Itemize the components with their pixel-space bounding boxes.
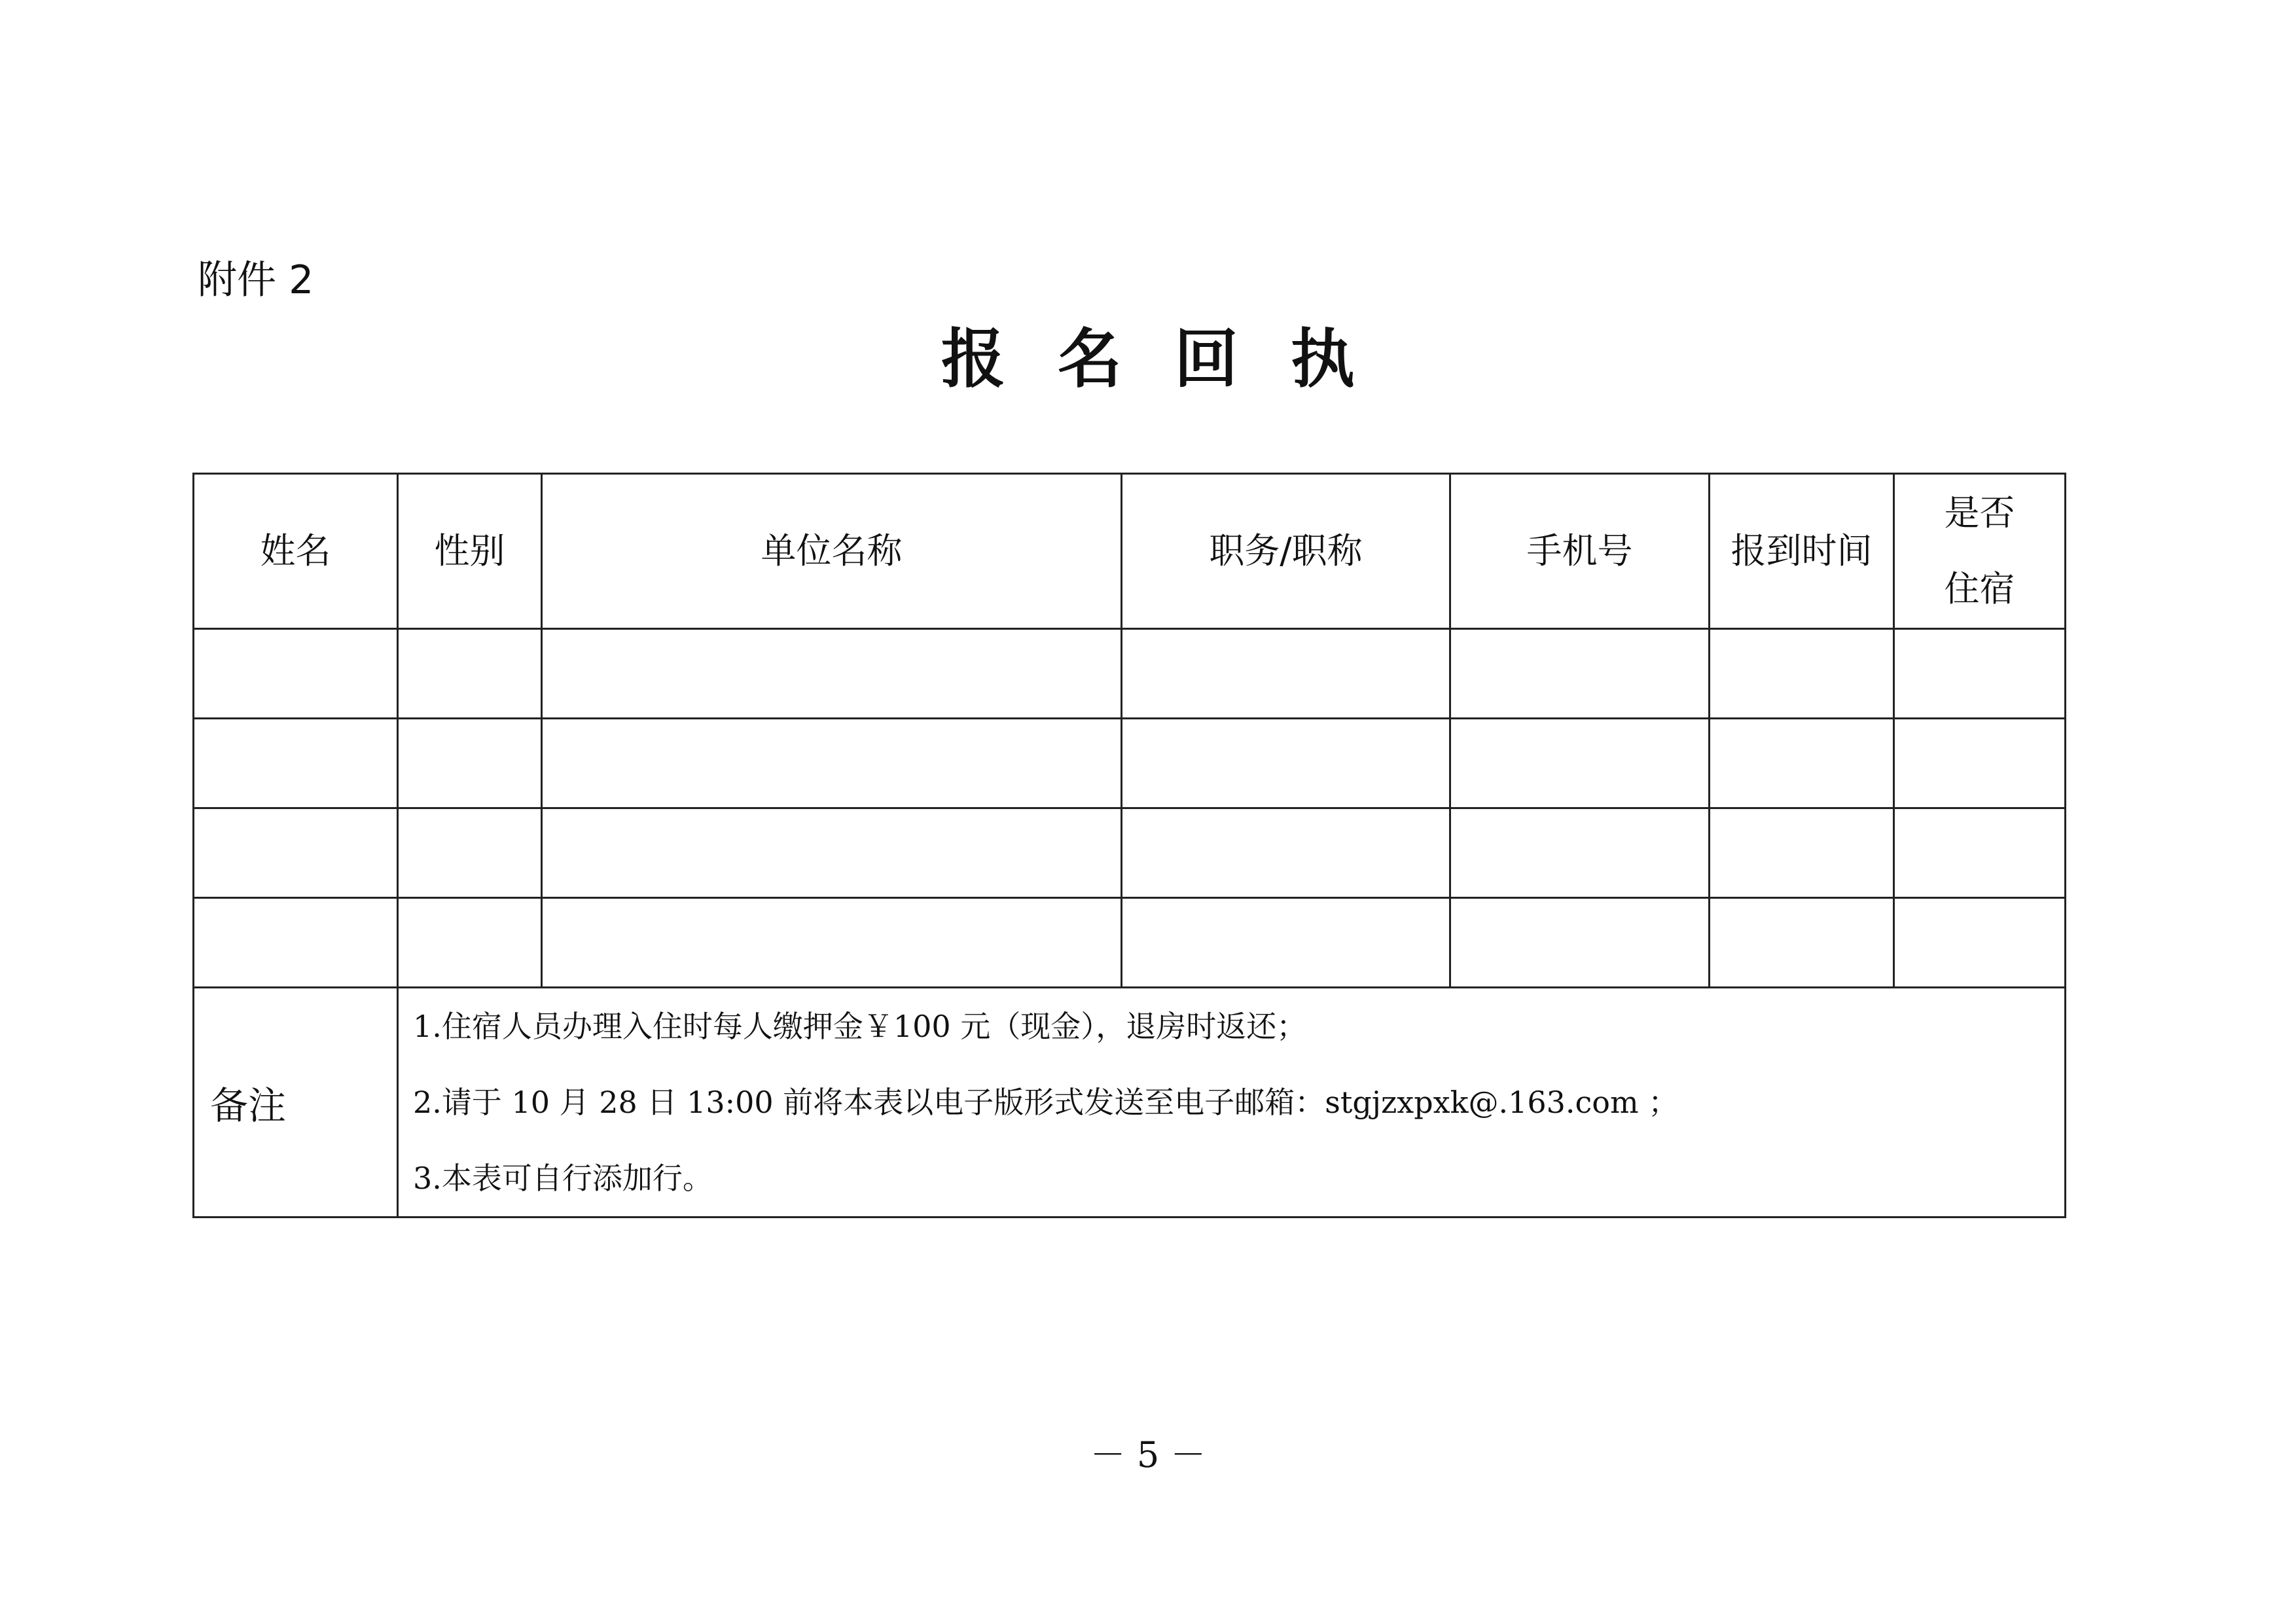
cell-gender[interactable] [398, 719, 542, 808]
cell-organization[interactable] [542, 719, 1122, 808]
remark-line: 2.请于 10 月 28 日 13:00 前将本表以电子版形式发送至电子邮箱：stgjzxpxk@.163.com ； [413, 1085, 1679, 1120]
cell-position[interactable] [1122, 808, 1450, 898]
cell-phone[interactable] [1450, 808, 1710, 898]
title-char: 名 [1057, 321, 1122, 397]
cell-organization[interactable] [542, 629, 1122, 719]
remarks-label: 备注 [194, 988, 398, 1218]
cell-gender[interactable] [398, 898, 542, 988]
header-accommodation-line: 是否 [1944, 492, 2015, 533]
cell-accommodation[interactable] [1894, 808, 2066, 898]
header-accommodation [1894, 474, 2066, 629]
cell-name[interactable] [194, 719, 398, 808]
cell-organization[interactable] [542, 808, 1122, 898]
remarks-row [194, 988, 2066, 1218]
table-row [194, 629, 2066, 719]
remarks-content [398, 988, 2066, 1218]
cell-accommodation[interactable] [1894, 898, 2066, 988]
cell-arrival-time[interactable] [1710, 898, 1894, 988]
cell-organization[interactable] [542, 898, 1122, 988]
cell-phone[interactable] [1450, 629, 1710, 719]
header-phone: 手机号 [1450, 474, 1710, 629]
header-name: 姓名 [194, 474, 398, 629]
cell-arrival-time[interactable] [1710, 719, 1894, 808]
cell-position[interactable] [1122, 719, 1450, 808]
cell-arrival-time[interactable] [1710, 808, 1894, 898]
cell-gender[interactable] [398, 629, 542, 719]
cell-accommodation[interactable] [1894, 719, 2066, 808]
registration-table [192, 473, 2066, 1218]
header-accommodation-line: 住宿 [1944, 568, 2015, 609]
title-char: 回 [1174, 321, 1239, 397]
header-row [194, 474, 2066, 629]
cell-gender[interactable] [398, 808, 542, 898]
header-arrival-time: 报到时间 [1710, 474, 1894, 629]
cell-phone[interactable] [1450, 898, 1710, 988]
cell-position[interactable] [1122, 629, 1450, 719]
cell-arrival-time[interactable] [1710, 629, 1894, 719]
header-gender: 性别 [398, 474, 542, 629]
attachment-label: 附件 2 [198, 257, 314, 303]
table-row [194, 808, 2066, 898]
document-title [0, 321, 2296, 397]
header-position: 职务/职称 [1122, 474, 1450, 629]
remark-line: 1.住宿人员办理入住时每人缴押金￥100 元（现金），退房时返还； [413, 1009, 1307, 1044]
page-number: － 5 － [1090, 1434, 1206, 1475]
cell-position[interactable] [1122, 898, 1450, 988]
cell-name[interactable] [194, 808, 398, 898]
table-row [194, 719, 2066, 808]
cell-name[interactable] [194, 898, 398, 988]
header-organization: 单位名称 [542, 474, 1122, 629]
cell-name[interactable] [194, 629, 398, 719]
remark-line: 3.本表可自行添加行。 [413, 1161, 713, 1196]
title-char: 执 [1291, 321, 1355, 397]
title-char: 报 [941, 321, 1005, 397]
table-row [194, 898, 2066, 988]
cell-accommodation[interactable] [1894, 629, 2066, 719]
cell-phone[interactable] [1450, 719, 1710, 808]
